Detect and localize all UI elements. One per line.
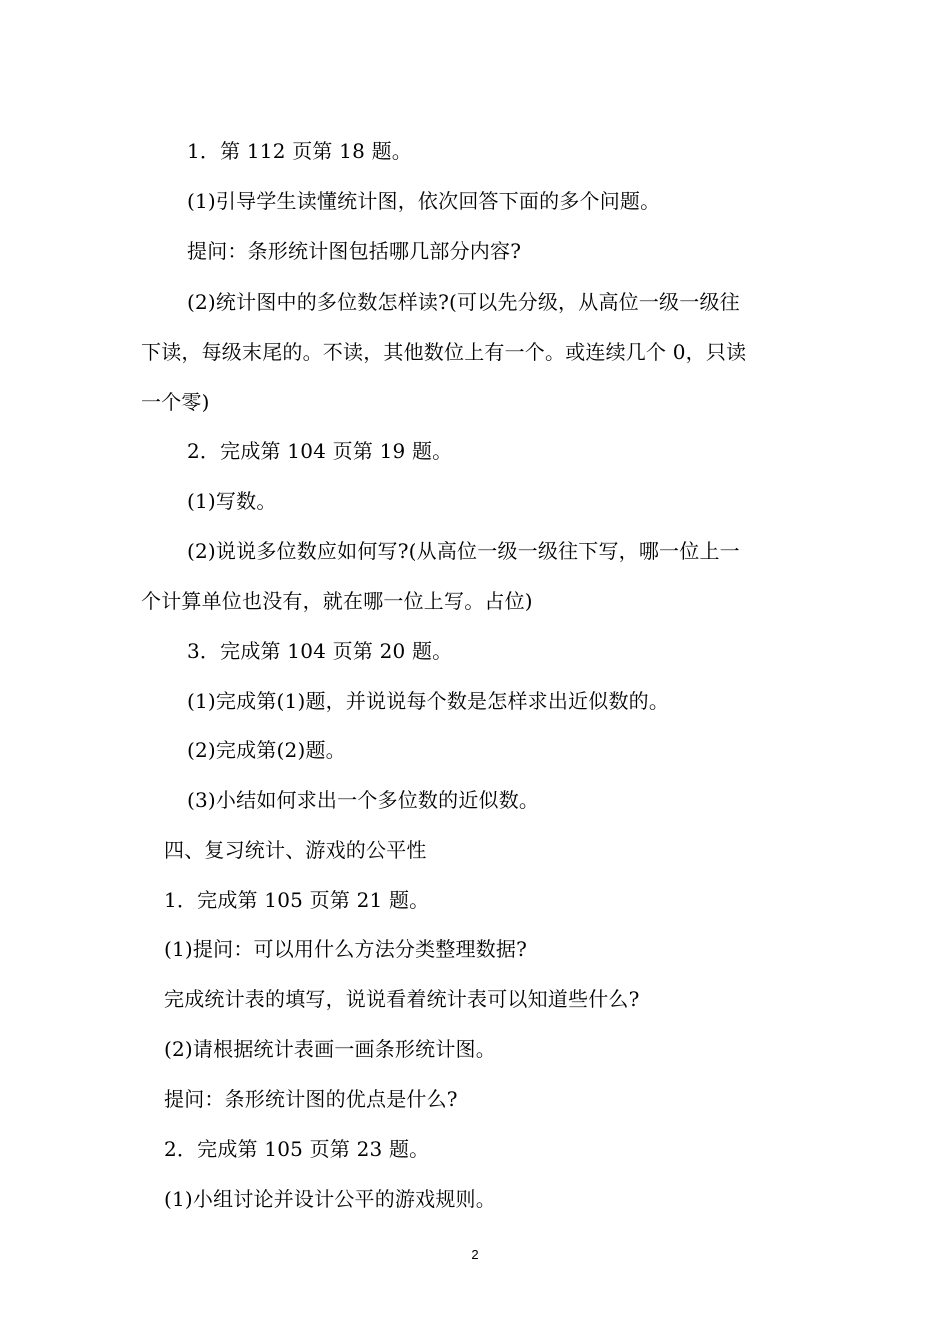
paragraph-line: 3．完成第 104 页第 20 题。 [187, 639, 453, 663]
paragraph-line: (2)请根据统计表画一画条形统计图。 [164, 1037, 496, 1061]
paragraph-line: 提问：条形统计图包括哪几部分内容? [187, 239, 522, 263]
paragraph-line: (1)引导学生读懂统计图，依次回答下面的多个问题。 [187, 189, 661, 213]
paragraph-line: 1．完成第 105 页第 21 题。 [164, 888, 430, 912]
paragraph-line: 2．完成第 104 页第 19 题。 [187, 439, 453, 463]
paragraph-line: (1)小组讨论并设计公平的游戏规则。 [164, 1187, 496, 1211]
paragraph-line: 1．第 112 页第 18 题。 [187, 139, 412, 163]
paragraph-line: (2)统计图中的多位数怎样读?(可以先分级，从高位一级一级往 [187, 290, 740, 314]
paragraph-line: 2．完成第 105 页第 23 题。 [164, 1137, 430, 1161]
paragraph-line: (1)提问：可以用什么方法分类整理数据? [164, 937, 528, 961]
paragraph-line: 下读，每级末尾的。不读，其他数位上有一个。或连续几个 0，只读 [141, 340, 747, 364]
paragraph-line: 个计算单位也没有，就在哪一位上写。占位) [141, 589, 533, 613]
paragraph-line: (1)完成第(1)题，并说说每个数是怎样求出近似数的。 [187, 689, 670, 713]
paragraph-line: 提问：条形统计图的优点是什么? [164, 1087, 458, 1111]
paragraph-line: (2)完成第(2)题。 [187, 738, 346, 762]
paragraph-line: (3)小结如何求出一个多位数的近似数。 [187, 788, 540, 812]
paragraph-line: 完成统计表的填写，说说看着统计表可以知道些什么? [164, 987, 640, 1011]
paragraph-line: 一个零) [141, 390, 210, 414]
paragraph-line: (2)说说多位数应如何写?(从高位一级一级往下写，哪一位上一 [187, 539, 740, 563]
paragraph-line: (1)写数。 [187, 489, 277, 513]
page-number: 2 [471, 1247, 479, 1262]
section-heading: 四、复习统计、游戏的公平性 [164, 838, 427, 862]
